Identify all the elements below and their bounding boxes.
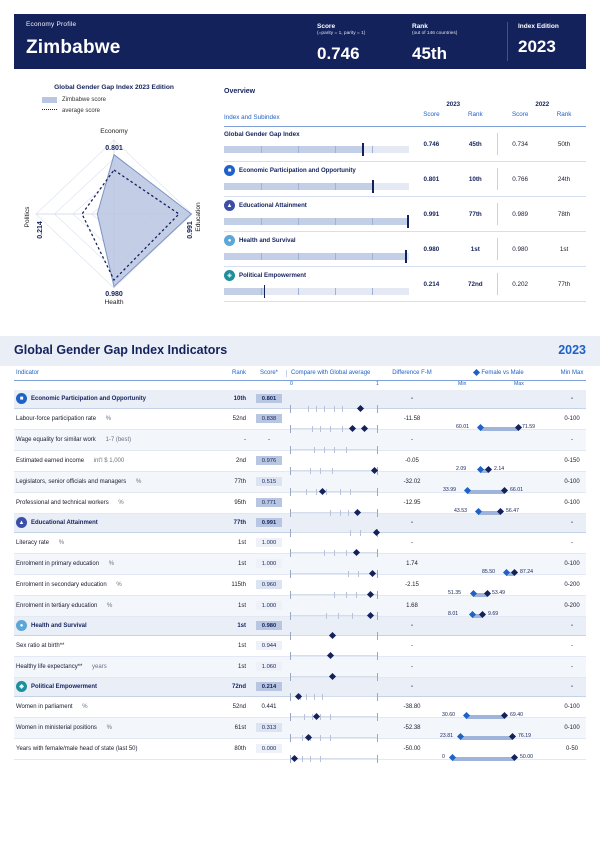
- row-difference: -38.80: [403, 703, 421, 710]
- row-difference: -11.58: [403, 415, 421, 422]
- row-score: 0.838: [256, 414, 282, 423]
- row-minmax: 0-50: [565, 745, 578, 752]
- row-score: 0.000: [256, 744, 282, 753]
- row-rank: 10th: [233, 395, 246, 402]
- row-rank: 1st: [237, 560, 246, 567]
- row-label: Health and Survival: [31, 622, 87, 629]
- row-male-value: 56.47: [506, 508, 519, 515]
- row-male-value: 9.69: [488, 611, 499, 618]
- compare-bar: [290, 529, 378, 537]
- overview-row-rank-2022: 24th: [557, 175, 571, 183]
- country-name: Zimbabwe: [26, 37, 121, 58]
- row-difference: 1.68: [406, 602, 418, 609]
- row-rank: 77th: [233, 519, 246, 526]
- row-difference: -50.00: [403, 745, 421, 752]
- compare-bar: [290, 673, 378, 681]
- row-minmax: 0-100: [564, 499, 580, 506]
- legend-average-swatch: [42, 109, 57, 115]
- overview-row-score: 0.214: [423, 280, 440, 288]
- row-unit: %: [58, 539, 65, 546]
- overview-row-bar: [224, 218, 409, 225]
- row-unit: %: [116, 581, 122, 588]
- indicators-column-headers: [14, 370, 586, 381]
- row-female-value: 0: [442, 754, 445, 761]
- row-male-value: 69.40: [510, 712, 523, 719]
- indicators-banner: [0, 336, 600, 366]
- row-male-value: 71.59: [522, 424, 535, 431]
- overview-year-2022: 2022: [535, 101, 550, 108]
- briefcase-icon: ■: [224, 165, 235, 176]
- female-male-bar: [440, 733, 556, 744]
- overview-row-score-2022: 0.989: [512, 210, 529, 218]
- row-difference: -2.15: [405, 581, 419, 588]
- overview-row-rank-2022: 77th: [557, 280, 571, 288]
- female-male-bar: [440, 712, 556, 723]
- graduation-icon: ▲: [224, 200, 235, 211]
- compare-bar: [290, 693, 378, 701]
- row-rank: 52nd: [232, 415, 246, 422]
- score-sublabel: (=parity = 1, parity = 1): [317, 31, 366, 36]
- row-difference: 1.74: [406, 560, 418, 567]
- row-label: Women in ministerial positions: [16, 724, 97, 731]
- row-unit: %: [135, 478, 142, 485]
- row-score: 1.000: [256, 559, 282, 568]
- female-male-bar: [440, 508, 556, 519]
- overview-row-label: Economic Participation and Opportunity: [239, 167, 356, 174]
- radar-axis-politics: Politics: [24, 206, 31, 228]
- row-rank: 1st: [237, 602, 246, 609]
- row-label: Labour-force participation rate: [16, 415, 97, 422]
- legend-average: [42, 106, 214, 115]
- row-rank: 1st: [237, 642, 246, 649]
- row-minmax: 0-100: [564, 724, 580, 731]
- row-minmax: 0-100: [564, 560, 580, 567]
- female-male-bar: [440, 754, 556, 765]
- indicators-year: 2023: [558, 343, 586, 357]
- briefcase-icon: ■: [16, 393, 27, 404]
- col-indicator: Indicator: [16, 370, 40, 376]
- overview-row-score: 0.980: [423, 245, 440, 253]
- overview-row-bar: [224, 288, 409, 295]
- row-female-value: 33.99: [443, 487, 456, 494]
- row-score: 0.771: [256, 498, 282, 507]
- rank-value: 45th: [412, 43, 447, 63]
- row-score: 0.960: [256, 580, 282, 589]
- female-male-bar: [440, 487, 556, 498]
- col-minmax: Min Max: [560, 370, 584, 376]
- row-unit: %: [82, 703, 88, 710]
- row-unit: %: [106, 724, 112, 731]
- female-diamond-icon: [473, 369, 480, 376]
- row-minmax: -: [571, 663, 573, 670]
- row-label: Educational Attainment: [31, 519, 98, 526]
- row-label: Healthy life expectancy**: [16, 663, 83, 670]
- row-score: 1.000: [256, 601, 282, 610]
- row-minmax: -: [571, 683, 573, 690]
- row-label: Estimated earned income: [16, 457, 85, 464]
- profile-panel: [14, 80, 586, 330]
- row-label: Enrolment in tertiary education: [16, 602, 98, 609]
- row-difference: -: [411, 539, 413, 546]
- indicators-table: [14, 370, 586, 760]
- row-difference: -52.38: [403, 724, 421, 731]
- row-difference: -: [411, 642, 413, 649]
- edition-value: 2023: [518, 37, 556, 56]
- row-minmax: 0-200: [564, 602, 580, 609]
- overview-year-2023: 2023: [446, 101, 461, 108]
- table-row-section: [14, 390, 586, 409]
- row-minmax: 0-100: [564, 478, 580, 485]
- row-female-value: 23.81: [440, 733, 453, 740]
- col-rank: Rank: [231, 370, 246, 376]
- row-difference: -: [411, 663, 413, 670]
- overview-col-rank: Rank: [467, 111, 483, 118]
- overview-row-rank: 77th: [468, 210, 482, 218]
- compare-bar: [290, 446, 378, 454]
- row-female-value: 8.01: [448, 611, 459, 618]
- overview-row-score-2022: 0.980: [512, 245, 529, 253]
- overview-row-rank-2022: 50th: [557, 140, 571, 148]
- overview-col-score: Score: [423, 111, 440, 118]
- overview-row-rank: 1st: [470, 245, 480, 253]
- overview-row: [224, 127, 586, 162]
- row-label: Women in parliament: [16, 703, 73, 710]
- header-identity: [14, 14, 317, 69]
- radar-axis-education: Education: [195, 202, 202, 232]
- overview-title: Overview: [224, 88, 256, 95]
- row-score: 1.060: [256, 662, 282, 671]
- radar-chart-svg: [14, 118, 214, 308]
- row-label: Economic Participation and Opportunity: [31, 395, 147, 402]
- row-score: 1.000: [256, 538, 282, 547]
- row-rank: 1st: [237, 539, 246, 546]
- row-score: 0.801: [256, 394, 282, 403]
- row-minmax: 0-100: [564, 415, 580, 422]
- overview-row-label: Political Empowerment: [239, 272, 307, 279]
- header-rank: [412, 14, 507, 69]
- overview-row-rank: 10th: [468, 175, 482, 183]
- female-male-bar: [440, 569, 556, 580]
- indicators-subheaders: [14, 381, 586, 390]
- compare-bar: [290, 405, 378, 413]
- overview-row-score-2022: 0.202: [512, 280, 529, 288]
- overview-row-rank: 45th: [468, 140, 482, 148]
- table-row: [14, 657, 586, 678]
- rank-label: Rank: [412, 23, 428, 30]
- overview-row-score: 0.801: [423, 175, 440, 183]
- row-score: -: [268, 436, 270, 443]
- row-rank: 80th: [234, 745, 246, 752]
- row-rank: 77th: [234, 478, 246, 485]
- col-compare: Compare with Global average: [286, 370, 384, 377]
- compare-bar: [290, 591, 378, 599]
- row-female-value: 85.50: [482, 569, 495, 576]
- radar-value-economy: 0.801: [105, 145, 123, 152]
- row-score: 0.980: [256, 621, 282, 630]
- col-female-vs-male: Female vs Male: [440, 370, 558, 377]
- female-male-bar: [440, 466, 556, 477]
- row-rank: 2nd: [235, 457, 246, 464]
- radar-axis-health: Health: [104, 299, 124, 306]
- header-kicker: Economy Profile: [26, 21, 77, 28]
- row-difference: -: [411, 519, 413, 526]
- overview-row-rank: 72nd: [467, 280, 483, 288]
- capitol-icon: ◈: [16, 681, 27, 692]
- row-label: Professional and technical workers: [16, 499, 109, 506]
- graduation-icon: ▲: [16, 517, 27, 528]
- overview-year-header: [224, 101, 586, 108]
- radar-value-education: 0.991: [187, 221, 194, 239]
- row-difference: -: [411, 683, 413, 690]
- row-minmax: -: [571, 642, 573, 649]
- compare-bar: [290, 488, 378, 496]
- row-score: 0.944: [256, 641, 282, 650]
- row-label: Sex ratio at birth**: [16, 642, 65, 649]
- radar-axis-economy: Economy: [100, 128, 128, 135]
- header-score: [317, 14, 412, 69]
- row-minmax: -: [571, 519, 573, 526]
- compare-bar: [290, 425, 378, 433]
- row-minmax: 0-150: [564, 457, 580, 464]
- row-label: Enrolment in primary education: [16, 560, 100, 567]
- row-male-value: 87.24: [520, 569, 533, 576]
- compare-bar: [290, 713, 378, 721]
- overview-row-label: Educational Attainment: [239, 202, 307, 209]
- row-difference: -: [411, 622, 413, 629]
- row-score: 0.441: [261, 703, 277, 710]
- overview-row-bar: [224, 183, 409, 190]
- overview-row: [224, 162, 586, 197]
- radar-value-politics: 0.214: [37, 221, 44, 239]
- row-rank: 52nd: [232, 703, 246, 710]
- compare-bar: [290, 755, 378, 763]
- row-unit: years: [92, 663, 107, 670]
- female-male-bar: [440, 611, 556, 622]
- row-rank: 115th: [231, 581, 246, 588]
- row-unit: %: [107, 602, 113, 609]
- legend-average-label: average score: [62, 107, 101, 114]
- row-female-value: 43.53: [454, 508, 467, 515]
- row-rank: 72nd: [231, 683, 246, 690]
- legend-score-swatch: [42, 97, 57, 103]
- row-minmax: -: [571, 539, 573, 546]
- row-difference: -: [411, 436, 413, 443]
- row-difference: -: [411, 395, 413, 402]
- table-row: [14, 451, 586, 472]
- heart-icon: ●: [224, 235, 235, 246]
- legend-score-label: Zimbabwe score: [62, 97, 107, 103]
- compare-bar: [290, 632, 378, 640]
- compare-bar: [290, 570, 378, 578]
- radar-chart-panel: [14, 80, 214, 330]
- compare-bar: [290, 612, 378, 620]
- overview-col-index: Index and Subindex: [224, 113, 280, 121]
- overview-row-bar: [224, 146, 409, 153]
- female-male-bar: [440, 424, 556, 435]
- compare-min-label: 0: [290, 380, 293, 387]
- col-difference: Difference F-M: [392, 370, 432, 376]
- row-label: Years with female/male head of state (last 50): [16, 745, 138, 752]
- table-row: [14, 554, 586, 575]
- row-female-value: 51.35: [448, 590, 461, 597]
- heart-icon: ●: [16, 620, 27, 631]
- fm-max-label: Max: [514, 380, 524, 387]
- row-female-value: 30.60: [442, 712, 455, 719]
- row-difference: -0.05: [405, 457, 419, 464]
- row-unit: %: [108, 560, 115, 567]
- row-minmax: -: [571, 395, 573, 402]
- row-rank: 95th: [234, 499, 246, 506]
- row-score: 0.214: [256, 682, 282, 691]
- overview-row-rank-2022: 1st: [559, 245, 569, 253]
- row-unit: %: [105, 415, 112, 422]
- overview-row-rank-2022: 78th: [557, 210, 571, 218]
- row-male-value: 2.14: [494, 466, 505, 473]
- overview-row: [224, 197, 586, 232]
- row-female-value: 60.01: [456, 424, 469, 431]
- radar-legend: [42, 97, 214, 115]
- row-label: Wage equality for similar work: [16, 436, 96, 443]
- overview-table: [224, 88, 586, 302]
- row-unit: %: [118, 499, 124, 506]
- score-label: Score: [317, 23, 336, 30]
- overview-row-score: 0.991: [423, 210, 440, 218]
- compare-bar: [290, 652, 378, 660]
- row-label: Legislators, senior officials and managers: [16, 478, 127, 485]
- row-rank: 1st: [237, 622, 246, 629]
- row-difference: -12.95: [403, 499, 421, 506]
- overview-column-headers: [224, 111, 586, 127]
- overview-row: [224, 267, 586, 302]
- header-edition: [508, 14, 586, 69]
- overview-row: [224, 232, 586, 267]
- edition-label: Index Edition: [518, 23, 559, 30]
- row-minmax: -: [571, 622, 573, 629]
- row-score: 0.976: [256, 456, 282, 465]
- legend-score: [42, 97, 214, 103]
- row-rank: 1st: [237, 663, 246, 670]
- row-male-value: 53.49: [492, 590, 505, 597]
- row-label: Enrolment in secondary education: [16, 581, 107, 588]
- overview-row-score: 0.746: [423, 140, 440, 148]
- row-female-value: 2.09: [456, 466, 467, 473]
- row-label: Political Empowerment: [31, 683, 98, 690]
- capitol-icon: ◈: [224, 270, 235, 281]
- rank-sublabel: (out of 146 countries): [412, 31, 458, 36]
- row-male-value: 66.01: [510, 487, 523, 494]
- row-label: Literacy rate: [16, 539, 50, 546]
- col-score: Score*: [259, 370, 278, 376]
- row-rank: 61st: [234, 724, 246, 731]
- compare-bar: [290, 734, 378, 742]
- row-minmax: 0-200: [564, 581, 580, 588]
- row-minmax: -: [571, 436, 573, 443]
- radar-value-health: 0.980: [105, 291, 123, 298]
- indicators-title: Global Gender Gap Index Indicators: [14, 343, 228, 357]
- score-value: 0.746: [317, 43, 360, 63]
- overview-row-bar: [224, 253, 409, 260]
- fm-min-label: Min: [458, 380, 467, 387]
- overview-row-score-2022: 0.734: [512, 140, 529, 148]
- overview-col-rank-2022: Rank: [556, 111, 572, 118]
- compare-bar: [290, 467, 378, 475]
- row-unit: int'l $ 1,000: [93, 457, 125, 464]
- row-male-value: 50.00: [520, 754, 533, 761]
- row-score: 0.515: [256, 477, 282, 486]
- overview-row-label: Global Gender Gap Index: [224, 131, 300, 138]
- row-score: 0.313: [256, 723, 282, 732]
- overview-row-score-2022: 0.766: [512, 175, 529, 183]
- compare-max-label: 1: [376, 380, 379, 387]
- row-unit: 1-7 (best): [105, 436, 132, 443]
- compare-bar: [290, 549, 378, 557]
- compare-bar: [290, 509, 378, 517]
- female-male-bar: [440, 590, 556, 601]
- page-header: [14, 14, 586, 69]
- overview-col-score-2022: Score: [511, 111, 529, 118]
- radar-title: Global Gender Gap Index 2023 Edition: [54, 84, 174, 91]
- row-difference: -32.02: [403, 478, 421, 485]
- overview-row-label: Health and Survival: [239, 237, 296, 244]
- row-minmax: 0-100: [564, 703, 580, 710]
- row-male-value: 76.19: [518, 733, 531, 740]
- row-score: 0.991: [256, 518, 282, 527]
- row-rank: -: [244, 436, 246, 443]
